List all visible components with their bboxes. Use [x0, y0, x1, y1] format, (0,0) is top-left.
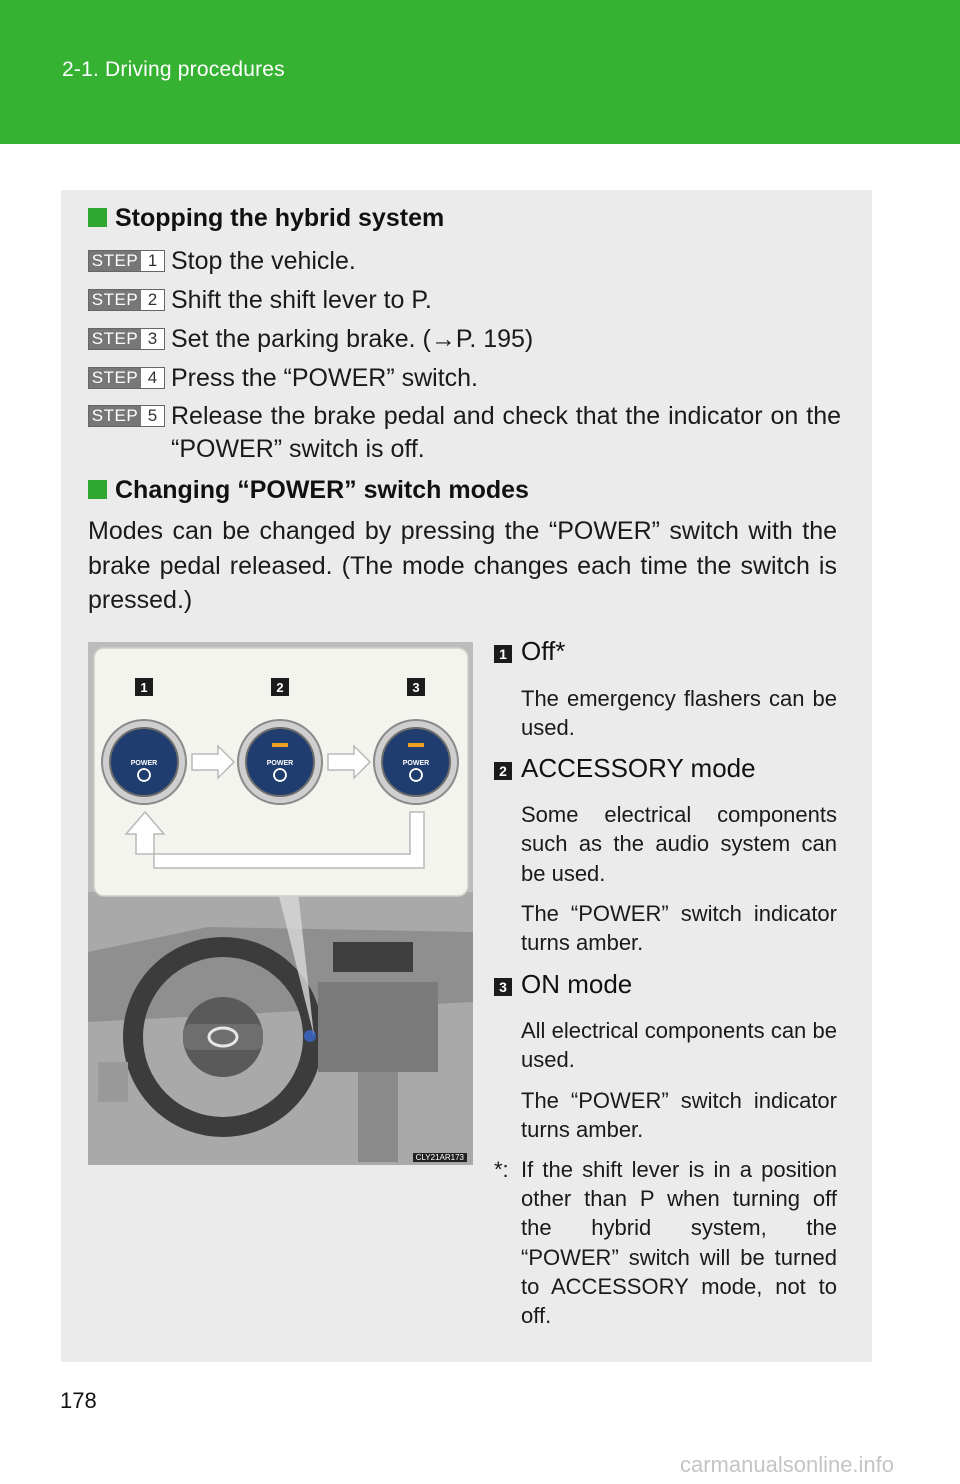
changing-paragraph: Modes can be changed by pressing the “POWER” switch with the brake pedal released. (The mode changes each time the switch is pressed.) — [88, 517, 837, 614]
dashboard-drawing — [88, 642, 473, 1165]
mode-desc: All electrical components can be used. — [521, 1018, 837, 1073]
callout-2: 2 — [276, 680, 284, 695]
callout-1: 1 — [140, 680, 148, 695]
footnote-text: If the shift lever is in a position other than P when turning off the hybrid system, the “POWER” switch will be turned to ACCESSORY mode, not to off. — [521, 1157, 837, 1329]
mode-desc: Some electrical components such as the audio system can be used. — [521, 802, 837, 886]
step-text: Press the “POWER” switch. — [171, 364, 478, 392]
stopping-heading: Stopping the hybrid system — [88, 204, 444, 233]
power-button-label: POWER — [402, 760, 430, 767]
section-title: 2-1. Driving procedures — [62, 58, 285, 81]
callout-3: 3 — [412, 680, 420, 695]
square-bullet-icon — [88, 208, 107, 227]
mode-heading-accessory: 2 ACCESSORY mode — [494, 753, 756, 784]
step-badge: STEP 2 — [88, 289, 165, 311]
step-badge: STEP 5 — [88, 405, 165, 427]
step-text: Shift the shift lever to P. — [171, 286, 432, 314]
footnote-mark: *: — [494, 1157, 509, 1182]
mode-heading-on: 3 ON mode — [494, 969, 632, 1000]
page-number: 178 — [60, 1388, 97, 1413]
step-badge: STEP 1 — [88, 250, 165, 272]
illustration-code: CLY21AR173 — [413, 1153, 467, 1162]
step-badge: STEP 3 — [88, 328, 165, 350]
step-text: Release the brake pedal and check that the indicator on the “POWER” switch is off. — [171, 402, 841, 463]
changing-heading: Changing “POWER” switch modes — [88, 476, 529, 505]
power-button-label: POWER — [266, 760, 294, 767]
mode-desc: The “POWER” switch indicator turns amber. — [521, 901, 837, 956]
step-badge: STEP 4 — [88, 367, 165, 389]
page-header — [0, 0, 960, 144]
power-button-label: POWER — [130, 760, 158, 767]
power-switch-illustration — [88, 642, 473, 1165]
step-text: Stop the vehicle. — [171, 247, 356, 275]
mode-desc: The emergency flashers can be used. — [521, 686, 837, 741]
mode-heading-off: 1 Off* — [494, 636, 565, 667]
watermark: carmanualsonline.info — [680, 1452, 895, 1477]
square-bullet-icon — [88, 480, 107, 499]
mode-desc: The “POWER” switch indicator turns amber. — [521, 1088, 837, 1143]
step-text: Set the parking brake. (→P. 195) — [171, 325, 534, 353]
